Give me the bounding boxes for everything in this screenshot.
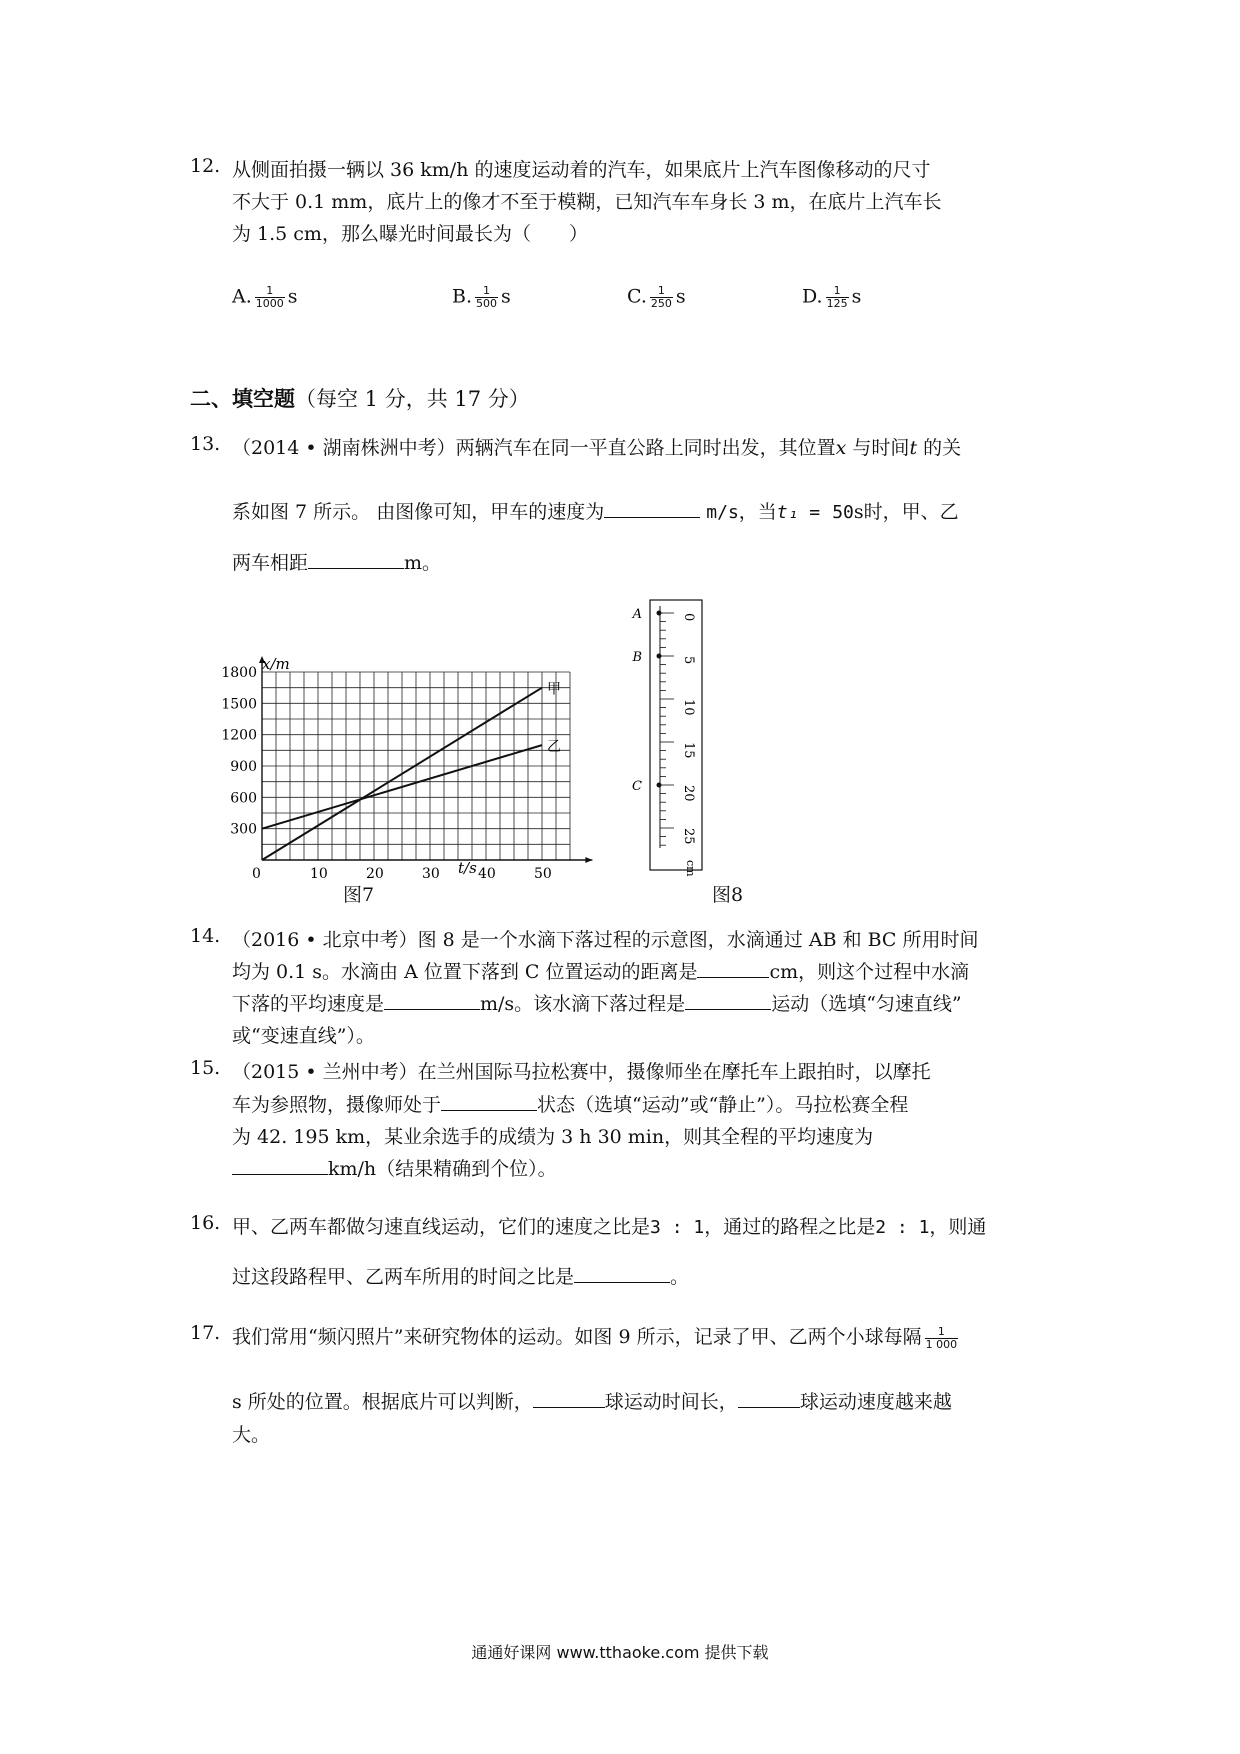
q12-line2: 不大于 0.1 mm，底片上的像才不至于模糊，已知汽车车身长 3 m，在底片上汽车长 — [232, 191, 942, 213]
q16-number: 16. — [190, 1212, 221, 1234]
drop-point — [657, 611, 662, 616]
x-axis-arrow — [585, 857, 592, 863]
q14-number: 14. — [190, 925, 221, 947]
figure7-chart — [221, 650, 561, 882]
drop-label: A — [632, 607, 642, 622]
figure8-ruler — [620, 598, 720, 878]
y-tick-label: 1800 — [221, 665, 257, 681]
drop-point — [657, 783, 662, 788]
blank — [697, 959, 769, 978]
drop-label: B — [632, 650, 642, 665]
q13-number: 13. — [190, 433, 221, 455]
drop-label: C — [632, 779, 642, 794]
x-tick-label: 0 — [252, 866, 261, 882]
q12-option-d: D. $\frac{1}{125}$ s — [802, 284, 862, 310]
blank — [441, 1092, 537, 1111]
q15-line1: （2015 • 兰州中考）在兰州国际马拉松赛中，摄像师坐在摩托车上跟拍时，以摩托 — [232, 1061, 931, 1083]
q12-option-c: C. $\frac{1}{250}$ s — [627, 284, 686, 310]
figure7-caption: 图7 — [343, 884, 375, 906]
blank — [574, 1264, 670, 1283]
q15-line4: km/h（结果精确到个位）。 — [232, 1154, 557, 1181]
q16-line1: 甲、乙两车都做匀速直线运动，它们的速度之比是3 : 1，通过的路程之比是2 : 1，则通 — [232, 1216, 987, 1238]
ruler-unit: cm — [684, 860, 697, 877]
page-footer: 通通好课网 www.tthaoke.com 提供下载 — [471, 1643, 769, 1662]
y-axis-label: x/m — [262, 655, 290, 673]
blank — [685, 991, 771, 1010]
series-label: 乙 — [547, 739, 561, 756]
q12-option-b: B. $\frac{1}{500}$ s — [452, 284, 511, 310]
q14-line1: （2016 • 北京中考）图 8 是一个水滴下落过程的示意图，水滴通过 AB 和 BC 所用时间 — [232, 929, 979, 951]
q12-number: 12. — [190, 155, 221, 177]
q17-line1: 我们常用“频闪照片”来研究物体的运动。如图 9 所示，记录了甲、乙两个小球每隔 $\frac{1}{1 000}$ — [232, 1324, 958, 1351]
ruler-label: 10 — [681, 699, 696, 716]
y-tick-label: 1200 — [221, 727, 257, 744]
ruler-label: 0 — [681, 613, 696, 622]
q16-line2: 过这段路程甲、乙两车所用的时间之比是 。 — [232, 1266, 690, 1288]
q17-number: 17. — [190, 1322, 221, 1344]
ruler-label: 15 — [681, 742, 696, 759]
ruler-label: 5 — [681, 656, 696, 665]
q12-line3: 为 1.5 cm，那么曝光时间最长为（ ） — [232, 223, 588, 245]
x-tick-label: 20 — [366, 866, 384, 882]
q13-line1: （2014 • 湖南株洲中考）两辆汽车在同一平直公路上同时出发，其位置x 与时间t 的关 — [232, 437, 962, 459]
q13-line2: 系如图 7 所示。 由图像可知，甲车的速度为 m/s，当t₁ = 50s时，甲、乙 — [232, 501, 959, 523]
x-tick-label: 30 — [422, 866, 440, 882]
figure8-caption: 图8 — [712, 884, 744, 906]
y-tick-label: 600 — [230, 790, 257, 807]
x-tick-label: 50 — [534, 866, 552, 882]
q17-line2: s 所处的位置。根据底片可以判断， 球运动时间长， 球运动速度越来越 — [232, 1391, 952, 1413]
section-note: （每空 1 分，共 17 分） — [295, 387, 530, 411]
blank — [232, 1156, 328, 1175]
y-tick-label: 1500 — [221, 696, 257, 713]
y-tick-label: 300 — [230, 821, 257, 838]
q14-line4: 或“变速直线”）。 — [232, 1025, 375, 1047]
x-tick-label: 40 — [478, 866, 496, 882]
x-axis-label: t/s — [458, 859, 477, 877]
series-label: 甲 — [547, 681, 561, 698]
q15-number: 15. — [190, 1057, 221, 1079]
q14-line3: 下落的平均速度是 m/s。该水滴下落过程是 运动（选填“匀速直线” — [232, 993, 962, 1015]
q13-line3: 两车相距 m。 — [232, 552, 442, 574]
q14-line2: 均为 0.1 s。水滴由 A 位置下落到 C 位置运动的距离是 cm，则这个过程中水滴 — [232, 961, 970, 983]
ruler-label: 20 — [681, 785, 696, 802]
q15-line2: 车为参照物，摄像师处于 状态（选填“运动”或“静止”）。马拉松赛全程 — [232, 1094, 909, 1116]
blank — [308, 550, 404, 569]
x-tick-label: 10 — [310, 866, 328, 882]
y-tick-label: 900 — [230, 759, 257, 775]
section-heading — [190, 383, 530, 413]
drop-point — [657, 654, 662, 659]
section-title: 二、填空题 — [190, 386, 295, 411]
blank — [384, 991, 480, 1010]
blank — [533, 1389, 605, 1408]
blank — [604, 499, 700, 518]
ruler-label: 25 — [681, 828, 696, 845]
q17-line3: 大。 — [232, 1424, 271, 1446]
blank — [738, 1389, 800, 1408]
q12-line1: 从侧面拍摄一辆以 36 km/h 的速度运动着的汽车，如果底片上汽车图像移动的尺寸 — [232, 159, 931, 181]
q12-option-a: A. $\frac{1}{1000}$ s — [232, 284, 298, 310]
q15-line3: 为 42. 195 km，某业余选手的成绩为 3 h 30 min，则其全程的平均速度为 — [232, 1126, 874, 1148]
